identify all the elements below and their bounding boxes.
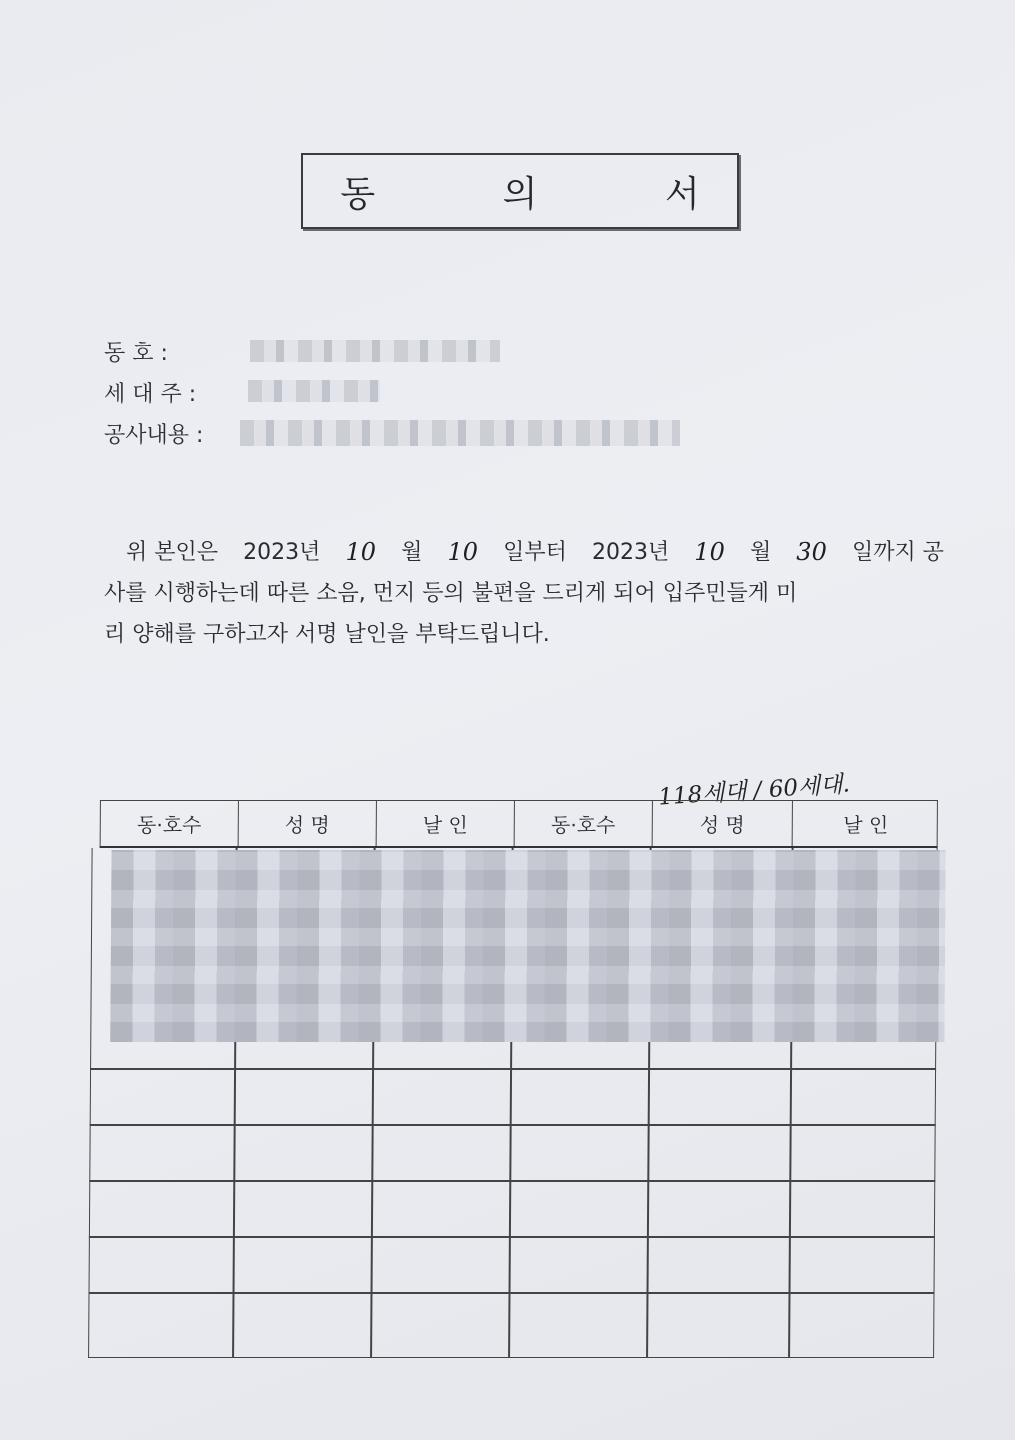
start-month: 10 [345,538,376,566]
header-unit-2: 동·호수 [515,801,653,846]
header-name-2: 성 명 [653,801,793,846]
end-year: 2023년 [591,540,670,565]
handwritten-household-count: 118세대 / 60세대. [657,771,851,811]
start-year: 2023년 [243,540,321,565]
table-row-divider [90,1068,936,1070]
signature-table [88,800,938,1358]
redacted-signatures [110,850,945,1042]
paragraph-text: 위 본인은 [126,540,219,565]
header-seal-2: 날 인 [843,813,889,837]
table-row-divider [89,1236,935,1238]
field-work-content [104,418,228,449]
end-month: 10 [694,538,725,566]
start-day: 10 [447,538,478,566]
paragraph-text-3: 리 양해를 구하고자 서명 날인을 부탁드립니다. [104,622,550,647]
header-name: 성 명 [239,801,377,846]
header-seal: 날 인 [377,801,515,846]
field-householder-label: 세 대 주 : [104,382,197,407]
table-header-row [100,800,938,848]
month-label: 월 [401,540,423,565]
document-title-box [301,153,758,229]
day-until-label: 일까지 공 [851,540,944,565]
redacted-work-content-value [240,420,680,446]
month-label-2: 월 [749,540,772,565]
field-work-content-label: 공사내용 : [104,423,204,448]
field-householder [104,377,228,408]
day-from-label: 일부터 [503,540,567,565]
paragraph-text-2: 사를 시행하는데 따른 소음, 먼지 등의 불편을 드리게 되어 입주민들게 미 [104,581,798,606]
paragraph-line-2 [104,573,944,614]
paragraph-line-3 [104,614,944,655]
field-unit [104,336,228,367]
header-unit: 동·호수 [101,801,239,846]
document-title: 동 의 서 [340,173,758,215]
table-row-divider [89,1292,935,1294]
paragraph-line-1 [104,532,944,573]
end-day: 30 [796,538,827,566]
field-unit-label: 동 호 : [104,341,168,366]
consent-paragraph [104,532,944,655]
table-row-divider [89,1180,935,1182]
redacted-unit-value [250,340,500,362]
table-row-divider [90,1124,936,1126]
redacted-householder-value [248,380,380,402]
